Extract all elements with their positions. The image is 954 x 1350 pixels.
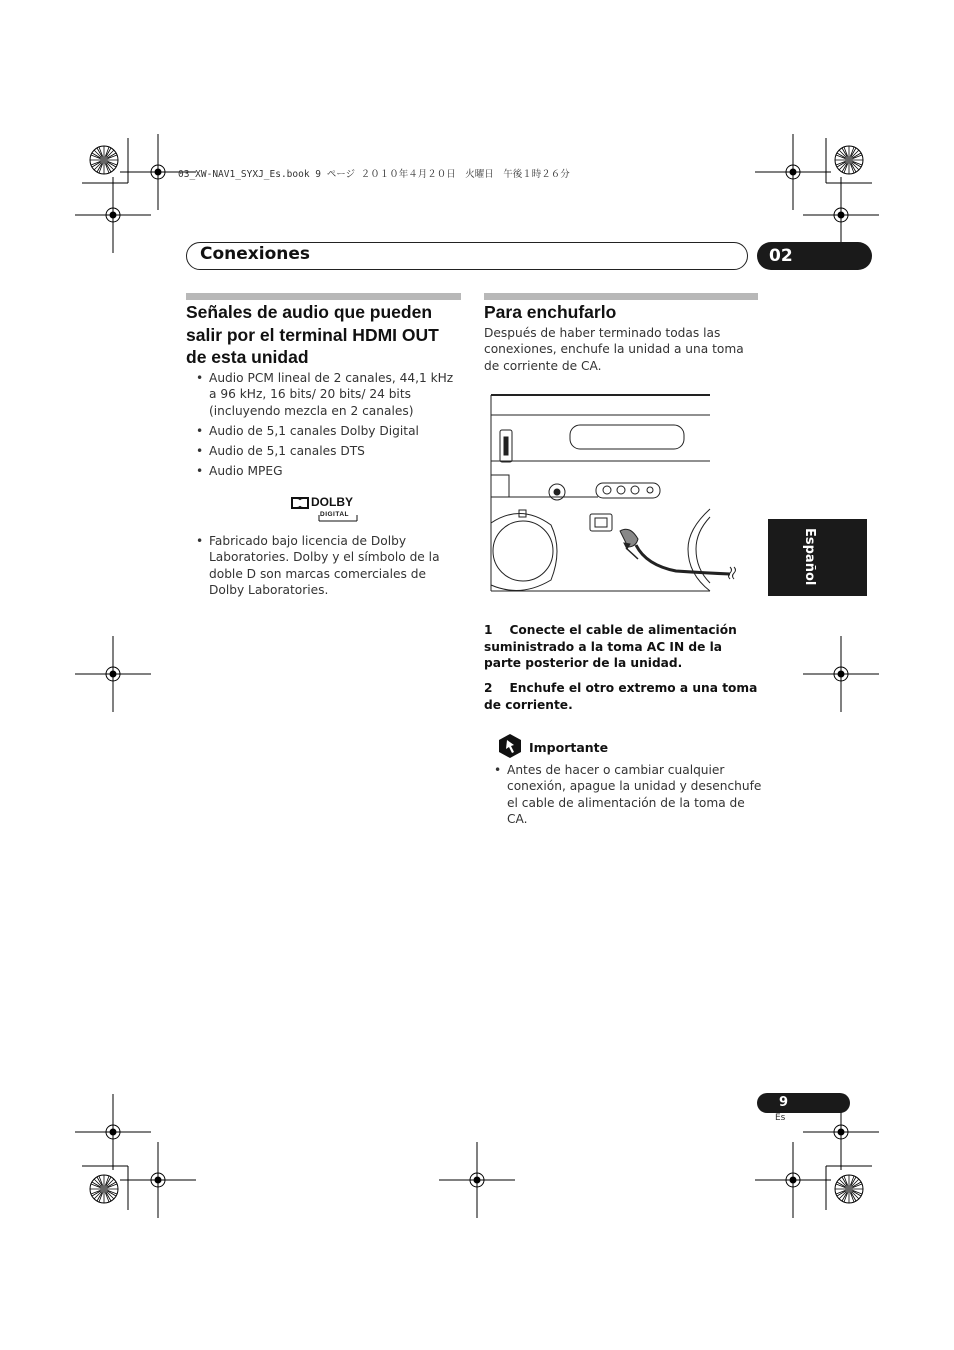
- chapter-number: 02: [757, 242, 872, 270]
- important-icon: [497, 733, 523, 759]
- step-number: 1: [484, 623, 493, 637]
- dolby-digital-logo: [290, 495, 360, 523]
- rear-panel-svg: [488, 393, 743, 593]
- language-tab: [768, 519, 867, 596]
- left-heading-line-1: Señales de audio que pueden: [186, 302, 433, 322]
- list-item: • Audio de 5,1 canales Dolby Digital: [186, 423, 464, 439]
- trademark-notes: [186, 533, 464, 602]
- dolby-logo-brand: DOLBY: [311, 495, 353, 509]
- rear-panel-illustration: [488, 393, 743, 593]
- list-item: • Audio PCM lineal de 2 canales, 44,1 kHz a 96 kHz, 16 bits/ 20 bits/ 24 bits (incluyendo mezcla en 2 canales): [186, 370, 464, 419]
- audio-formats-list: [186, 370, 464, 484]
- page-language: Es: [775, 1113, 786, 1123]
- step-1: [484, 622, 760, 672]
- dolby-logo-sub: DIGITAL: [320, 511, 350, 518]
- important-badge-icon: [497, 733, 523, 759]
- right-intro: Después de haber terminado todas las conexiones, enchufe la unidad a una toma de corriente de CA.: [484, 326, 744, 373]
- page-number: 9: [757, 1093, 850, 1113]
- step-number: 2: [484, 681, 493, 695]
- left-heading-line-3: de esta unidad: [186, 347, 309, 367]
- file-meta: 03_XW-NAV1_SYXJ_Es.book 9 ページ ２０１０年４月２０日 火曜日 午後１時２６分: [178, 169, 570, 180]
- section-divider-right: [484, 293, 758, 300]
- section-divider-left: [186, 293, 461, 300]
- list-item: • Fabricado bajo licencia de Dolby Laboratories. Dolby y el símbolo de la doble D son marcas comerciales de Dolby Laboratories.: [186, 533, 464, 598]
- important-label: Importante: [529, 740, 609, 755]
- list-item: • Antes de hacer o cambiar cualquier conexión, apague la unidad y desenchufe el cable de alimentación de la toma de CA.: [484, 762, 764, 827]
- language-tab-label: Español: [802, 528, 817, 586]
- step-2: [484, 680, 760, 713]
- left-heading: [186, 301, 476, 369]
- list-item: • Audio de 5,1 canales DTS: [186, 443, 464, 459]
- step-text: Conecte el cable de alimentación suministrado a la toma AC IN de la parte posterior de la unidad.: [484, 623, 737, 670]
- right-heading: Para enchufarlo: [484, 302, 617, 322]
- section-title: Conexiones: [200, 244, 311, 264]
- left-heading-line-2: salir por el terminal HDMI OUT: [186, 324, 439, 345]
- step-text: Enchufe el otro extremo a una toma de corriente.: [484, 681, 758, 712]
- list-item: • Audio MPEG: [186, 463, 464, 479]
- important-notes: [484, 762, 764, 831]
